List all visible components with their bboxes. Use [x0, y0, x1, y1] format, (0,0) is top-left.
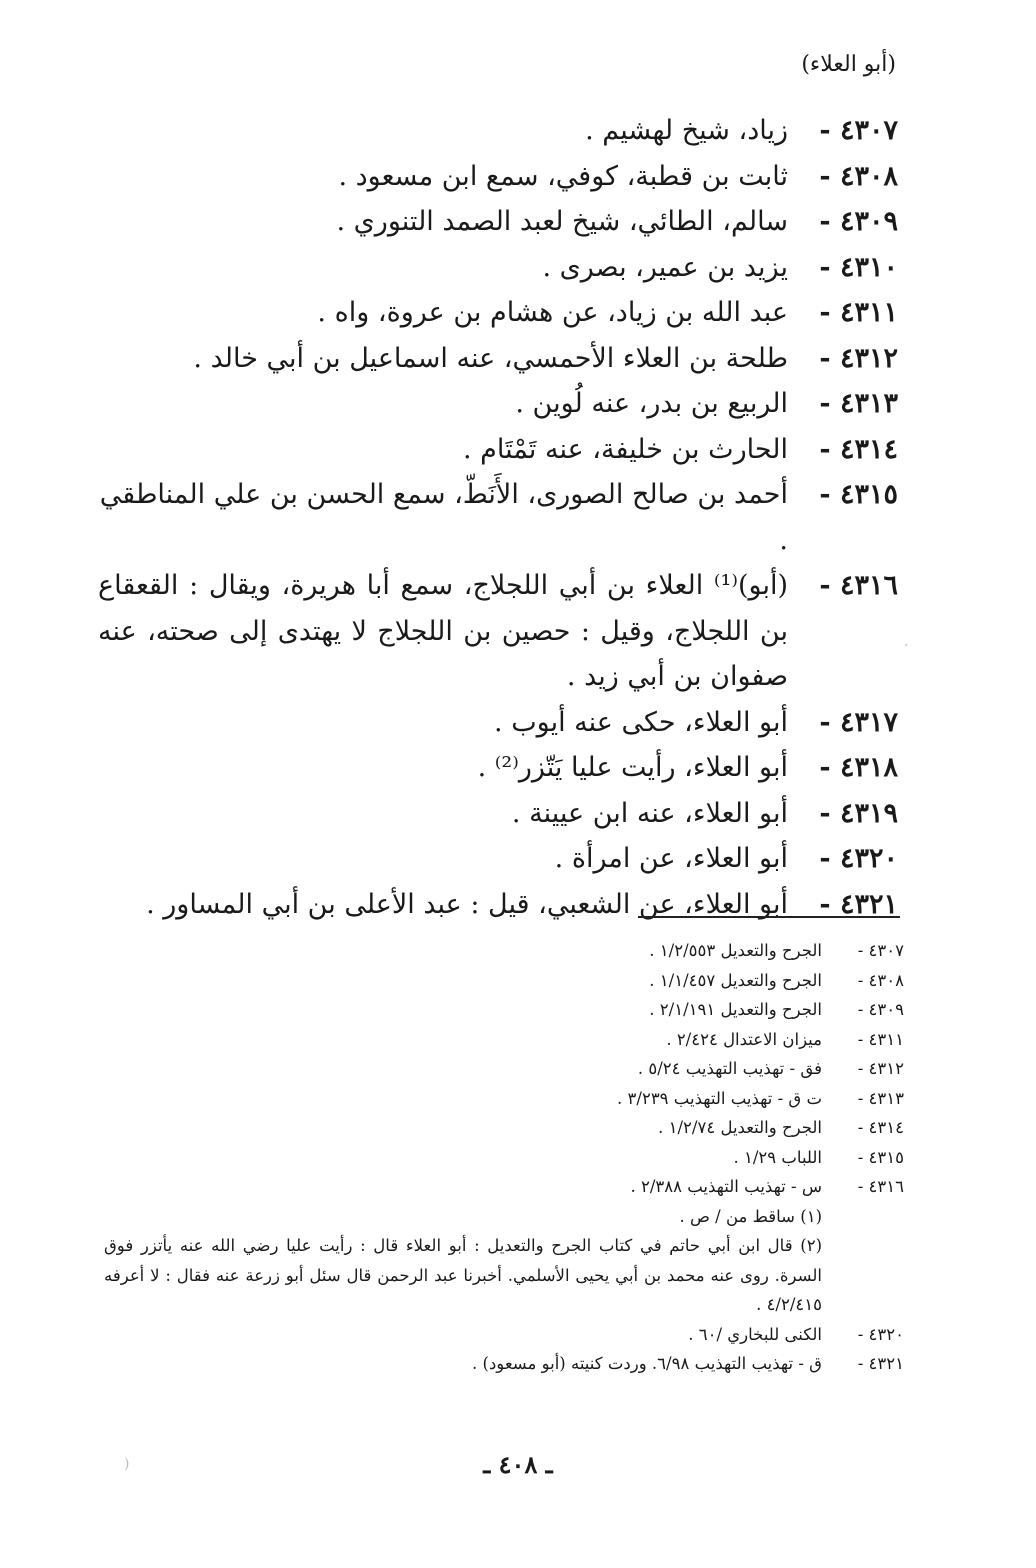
entry-number: ٤٣١٢ -: [819, 342, 898, 374]
footnote-text: س - تهذيب التهذيب ٢/٣٨٨ .: [630, 1177, 822, 1196]
entry-text: الربيع بن بدر، عنه لُوين .: [515, 388, 788, 419]
entry-number: ٤٣٠٩ -: [819, 206, 898, 237]
entry-4320: [98, 836, 898, 882]
entry-4316: [98, 563, 898, 700]
entry-number: ٤٣١٥ -: [819, 479, 898, 510]
entry-4311: [98, 290, 898, 336]
running-header: (أبو العلاء): [801, 52, 896, 77]
footnote-4313: [104, 1084, 904, 1114]
entry-text: طلحة بن العلاء الأحمسي، عنه اسماعيل بن أبي خالد .: [193, 342, 788, 374]
entry-number: ٤٣١٧ -: [819, 706, 898, 738]
entry-number: ٤٣٠٧ -: [819, 115, 898, 146]
page-number: ـ ٤٠٨ ـ: [483, 1450, 553, 1479]
entry-text: أبو العلاء، عنه ابن عيينة .: [511, 797, 788, 829]
entry-4308: [98, 154, 898, 200]
footnote-2: (٢) قال ابن أبي حاتم في كتاب الجرح والتعديل : أبو العلاء قال : رأيت عليا رضي الله عنه يأتزر فوق السرة. روى عنه محمد بن أبي يحيى الأسلمي. أخبرنا عبد الرحمن قال سئل أبو زرعة عنه فقال : لا أعرفه ٤/٢/٤١٥ .: [104, 1236, 822, 1314]
footnote-text: فق - تهذيب التهذيب ٥/٢٤ .: [637, 1059, 822, 1078]
entry-text: سالم، الطائي، شيخ لعبد الصمد التنوري .: [336, 206, 788, 237]
footnote-number: ٤٣١٣ -: [857, 1088, 904, 1108]
footnote-4314: [104, 1113, 904, 1143]
footnote-number: ٤٣٠٩ -: [857, 1000, 904, 1019]
footnote-text: (١) ساقط من / ص .: [679, 1206, 822, 1226]
entry-4315: [98, 472, 898, 563]
footnote-4320: [104, 1320, 904, 1350]
entries-list: [98, 108, 898, 927]
entry-text: أبو العلاء، رأيت عليا يَتّزر⁽²⁾ .: [477, 752, 788, 783]
entry-number: ٤٣٢٠ -: [819, 843, 898, 874]
entry-number: ٤٣١٦ -: [819, 570, 898, 601]
footnote-4307: [104, 936, 904, 966]
entry-4310: [98, 245, 898, 291]
footnote-number: ٤٣٠٧ -: [857, 941, 904, 960]
entry-4319: [98, 791, 898, 837]
entry-4313: [98, 381, 898, 427]
footnote-text: الجرح والتعديل ٢/١/١٩١ .: [649, 1000, 822, 1019]
entry-4314: [98, 427, 898, 473]
entry-text: يزيد بن عمير، بصرى .: [542, 251, 788, 283]
footnote-text: ت ق - تهذيب التهذيب ٣/٢٣٩ .: [617, 1088, 822, 1108]
scan-dot: ·: [904, 638, 909, 654]
entry-4317: [98, 700, 898, 746]
footnote-text: الكنى للبخاري /٦٠ .: [688, 1324, 822, 1344]
entry-text: عبد الله بن زياد، عن هشام بن عروة، واه .: [317, 297, 788, 328]
entry-number: ٤٣٢١ -: [819, 888, 898, 920]
footnote-number: ٤٣٢٠ -: [857, 1324, 904, 1344]
footnote-text: ق - تهذيب التهذيب ٦/٩٨. وردت كنيته (أبو مسعود) .: [472, 1354, 822, 1373]
scan-mark: ): [124, 1456, 130, 1472]
entry-4318: [98, 745, 898, 791]
entry-text: أبو العلاء، عن امرأة .: [554, 843, 788, 874]
entry-text: أحمد بن صالح الصورى، الأَنَطّ، سمع الحسن بن علي المناطقي .: [99, 479, 788, 556]
footnote-text: الجرح والتعديل ١/٢/٥٥٣ .: [649, 941, 822, 960]
entry-text: أبو العلاء، حكى عنه أيوب .: [494, 706, 788, 738]
entry-4307: [98, 108, 898, 154]
footnote-number: ٤٣١٦ -: [857, 1177, 904, 1196]
entry-4312: [98, 336, 898, 382]
entry-4321: [98, 882, 898, 928]
entry-number: ٤٣١٤ -: [819, 433, 898, 465]
entry-number: ٤٣١٣ -: [819, 388, 898, 419]
footnote-divider: [638, 916, 900, 918]
footnote-text: الجرح والتعديل ١/١/٤٥٧ .: [649, 970, 822, 990]
footnote-text: ميزان الاعتدال ٢/٤٢٤ .: [666, 1029, 822, 1049]
footnote-number: ٤٣١٢ -: [857, 1059, 904, 1078]
footnote-4308: [104, 966, 904, 996]
footnote-1: [104, 1202, 904, 1232]
footnote-4312: [104, 1054, 904, 1084]
entry-text: أبو العلاء، عن الشعبي، قيل : عبد الأعلى بن أبي المساور .: [146, 888, 788, 920]
footnote-4311: [104, 1025, 904, 1055]
footnote-number: ٤٣١١ -: [857, 1029, 904, 1049]
entry-number: ٤٣١٨ -: [819, 752, 898, 783]
footnote-text: اللباب ١/٢٩ .: [733, 1147, 822, 1167]
footnote-4309: [104, 995, 904, 1025]
footnote-number: ٤٣٠٨ -: [857, 970, 904, 990]
footnote-number: ٤٣٢١ -: [857, 1354, 904, 1373]
footnote-text: الجرح والتعديل ١/٢/٧٤ .: [658, 1118, 822, 1137]
entry-number: ٤٣٠٨ -: [819, 160, 898, 192]
entry-text: زياد، شيخ لهشيم .: [585, 115, 788, 146]
entry-text: الحارث بن خليفة، عنه تَمْتَام .: [463, 433, 788, 465]
entry-text: ثابت بن قطبة، كوفي، سمع ابن مسعود .: [338, 160, 788, 192]
entry-text: (أبو)⁽¹⁾ العلاء بن أبي اللجلاج، سمع أبا هريرة، ويقال : القعقاع بن اللجلاج، وقيل : حصين بن اللجلاج لا يهتدى إلى صحته، عنه صفوان بن أبي زيد .: [98, 570, 788, 692]
footnote-4315: [104, 1143, 904, 1173]
entry-number: ٤٣١٩ -: [819, 797, 898, 829]
footnote-4321: [104, 1349, 904, 1379]
entry-number: ٤٣١١ -: [819, 297, 898, 328]
entry-4309: [98, 199, 898, 245]
footnote-number: ٤٣١٤ -: [857, 1118, 904, 1137]
footnote-number: ٤٣١٥ -: [857, 1147, 904, 1167]
footnotes: [104, 936, 904, 1379]
entry-number: ٤٣١٠ -: [819, 251, 898, 283]
footnote-4316: [104, 1172, 904, 1202]
